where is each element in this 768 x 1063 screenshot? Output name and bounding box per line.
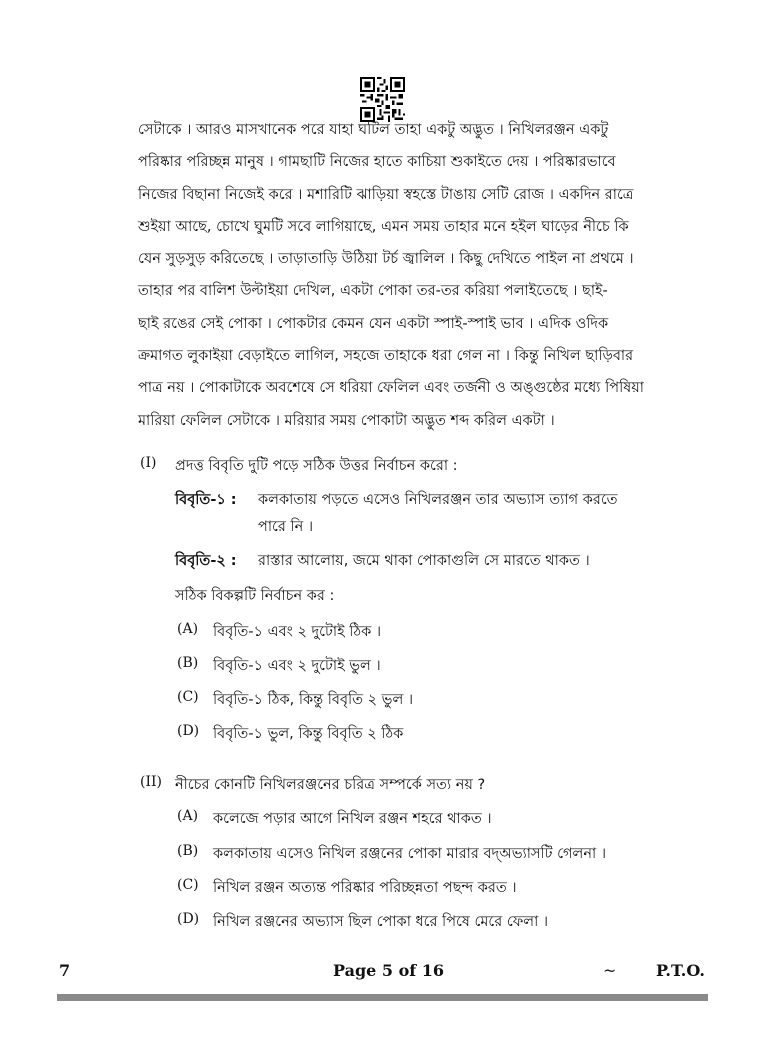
passage-line: শুইয়া আছে, চোখে ঘুমটি সবে লাগিয়াছে, এমন সময় তাহার মনে হইল ঘাড়ের নীচে কি bbox=[138, 218, 629, 235]
statement-1-text-cont: পারে নি । bbox=[258, 519, 314, 535]
passage-line: ছাই রঙের সেই পোকা । পোকটার কেমন যেন একটা স্পাই-স্পাই ভাব । এদিক ওদিক bbox=[138, 315, 609, 332]
option-letter: (D) bbox=[177, 911, 200, 927]
question-prompt: নীচের কোনটি নিখিলরঞ্জনের চরিত্র সম্পর্কে সত্য নয় ? bbox=[175, 777, 486, 793]
page-number: Page 5 of 16 bbox=[333, 961, 444, 980]
passage-line: পাত্র নয় । পোকাটাকে অবশেষে সে ধরিয়া ফেলিল এবং তর্জনী ও অঙ্গুষ্ঠের মধ্যে পিষিয়া bbox=[138, 380, 644, 397]
option-letter: (B) bbox=[177, 843, 199, 859]
paper-code: 7 bbox=[59, 961, 71, 980]
option-letter: (A) bbox=[177, 621, 199, 637]
option-letter: (C) bbox=[177, 689, 199, 705]
passage-line: যেন সুড়সুড় করিতেছে । তাড়াতাড়ি উঠিয়া টর্চ জ্বালিল । কিছু দেখিতে পাইল না প্রথমে । bbox=[138, 251, 634, 268]
option-letter: (D) bbox=[177, 723, 200, 739]
question-prompt: প্রদত্ত বিবৃতি দুটি পড়ে সঠিক উত্তর নির্বাচন করো : bbox=[175, 458, 458, 474]
statement-2-text: রাস্তার আলোয়, জমে থাকা পোকাগুলি সে মারতে থাকত । bbox=[258, 553, 590, 569]
statement-2-label: বিবৃতি-২ : bbox=[175, 553, 237, 569]
footer-rule bbox=[57, 994, 708, 1001]
question-number: (I) bbox=[140, 455, 157, 471]
passage-line: পরিষ্কার পরিচ্ছন্ন মানুষ । গামছাটি নিজের হাতে কাচিয়া শুকাইতে দেয় । পরিষ্কারভাবে bbox=[138, 154, 616, 171]
passage-line: মারিয়া ফেলিল সেটাকে । মরিয়ার সময় পোকাটা অদ্ভুত শব্দ করিল একটা । bbox=[138, 412, 555, 429]
instruction: সঠিক বিকল্পটি নির্বাচন কর : bbox=[175, 588, 335, 604]
option-letter: (C) bbox=[177, 877, 199, 893]
option-text: বিবৃতি-১ ঠিক, কিন্তু বিবৃতি ২ ভুল । bbox=[213, 692, 414, 708]
option-text: কলকাতায় এসেও নিখিল রঞ্জনের পোকা মারার বদ্অভ্যাসটি গেলনা । bbox=[213, 846, 607, 862]
tilde-mark: ~ bbox=[603, 961, 617, 980]
option-letter: (A) bbox=[177, 808, 199, 824]
statement-1-text: কলকাতায় পড়তে এসেও নিখিলরঞ্জন তার অভ্যাস ত্যাগ করতে bbox=[258, 492, 618, 508]
option-text: নিখিল রঞ্জন অত্যন্ত পরিষ্কার পরিচ্ছন্নতা পছন্দ করত । bbox=[213, 880, 517, 896]
question-number: (II) bbox=[140, 774, 162, 790]
passage-line: নিজের বিছানা নিজেই করে । মশারিটি ঝাড়িয়া স্বহস্তে টাঙায় সেটি রোজ । একদিন রাত্রে bbox=[138, 186, 634, 203]
option-text: কলেজে পড়ার আগে নিখিল রঞ্জন শহরে থাকত । bbox=[213, 811, 492, 827]
pto-label: P.T.O. bbox=[656, 961, 705, 980]
option-letter: (B) bbox=[177, 655, 199, 671]
option-text: বিবৃতি-১ এবং ২ দুটোই ভুল । bbox=[213, 658, 381, 674]
passage bbox=[138, 114, 673, 437]
passage-line: ক্রমাগত লুকাইয়া বেড়াইতে লাগিল, সহজে তাহাকে ধরা গেল না । কিন্তু নিখিল ছাড়িবার bbox=[138, 348, 634, 365]
statement-1-label: বিবৃতি-১ : bbox=[175, 492, 237, 508]
passage-line: তাহার পর বালিশ উল্টাইয়া দেখিল, একটা পোকা তর-তর করিয়া পলাইতেছে । ছাই- bbox=[138, 283, 608, 300]
passage-line: সেটাকে । আরও মাসখানেক পরে যাহা ঘটিল তাহা একটু অদ্ভুত । নিখিলরঞ্জন একটু bbox=[138, 122, 609, 138]
option-text: নিখিল রঞ্জনের অভ্যাস ছিল পোকা ধরে পিষে মেরে ফেলা । bbox=[213, 914, 549, 930]
option-text: বিবৃতি-১ এবং ২ দুটোই ঠিক । bbox=[213, 624, 382, 640]
option-text: বিবৃতি-১ ভুল, কিন্তু বিবৃতি ২ ঠিক bbox=[213, 726, 404, 742]
